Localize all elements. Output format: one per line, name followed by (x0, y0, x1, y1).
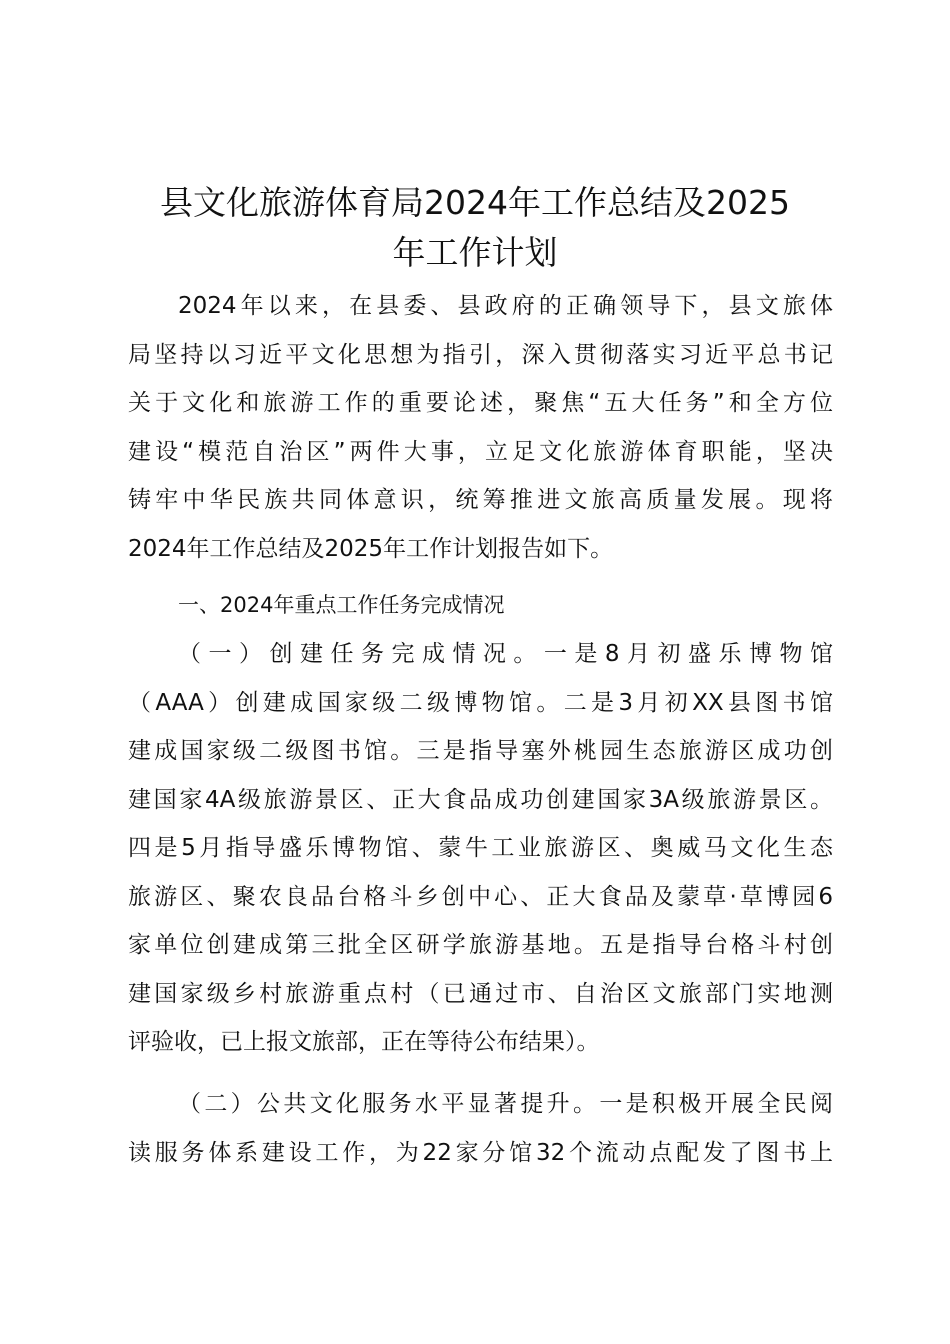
title-line-1: 县文化旅游体育局2024年工作总结及2025 (160, 183, 790, 222)
para1-line-9: 评验收，已上报文旅部，正在等待公布结果）。 (128, 1029, 600, 1055)
intro-line-5: 铸牢中华民族共同体意识，统筹推进文旅高质量发展。现将 (128, 487, 833, 513)
para1-line-2: （AAA）创建成国家级二级博物馆。二是3月初XX县图书馆 (128, 689, 833, 716)
intro-line-6: 2024年工作总结及2025年工作计划报告如下。 (128, 535, 614, 562)
para2-line-2: 读服务体系建设工作，为22家分馆32个流动点配发了图书上 (128, 1139, 833, 1166)
para1-line-6: 旅游区、聚农良品台格斗乡创中心、正大食品及蒙草·草博园6 (128, 883, 833, 910)
section-heading-1: 一、2024年重点工作任务完成情况 (178, 593, 505, 617)
para1-line-1: （一）创建任务完成情况。一是8月初盛乐博物馆 (178, 641, 833, 667)
para1-line-7: 家单位创建成第三批全区研学旅游基地。五是指导台格斗村创 (128, 932, 833, 958)
title-line-2: 年工作计划 (392, 233, 558, 272)
para1-line-4: 建国家4A级旅游景区、正大食品成功创建国家3A级旅游景区。 (128, 786, 833, 813)
para1-line-3: 建成国家级二级图书馆。三是指导塞外桃园生态旅游区成功创 (128, 738, 833, 764)
document-title (100, 178, 850, 278)
paragraph-public-culture (128, 1080, 833, 1177)
para1-line-5: 四是5月指导盛乐博物馆、蒙牛工业旅游区、奥威马文化生态 (128, 835, 833, 861)
intro-line-2: 局坚持以习近平文化思想为指引，深入贯彻落实习近平总书记 (128, 341, 833, 368)
intro-line-3: 关于文化和旅游工作的重要论述，聚焦“五大任务”和全方位 (128, 390, 833, 416)
para2-line-1: （二）公共文化服务水平显著提升。一是积极开展全民阅 (178, 1091, 833, 1117)
intro-line-4: 建设“模范自治区”两件大事，立足文化旅游体育职能，坚决 (128, 438, 833, 465)
intro-line-1: 2024年以来，在县委、县政府的正确领导下，县文旅体 (178, 293, 833, 319)
intro-paragraph (128, 282, 833, 573)
paragraph-creation-tasks (128, 630, 833, 1067)
para1-line-8: 建国家级乡村旅游重点村（已通过市、自治区文旅部门实地测 (128, 980, 833, 1007)
